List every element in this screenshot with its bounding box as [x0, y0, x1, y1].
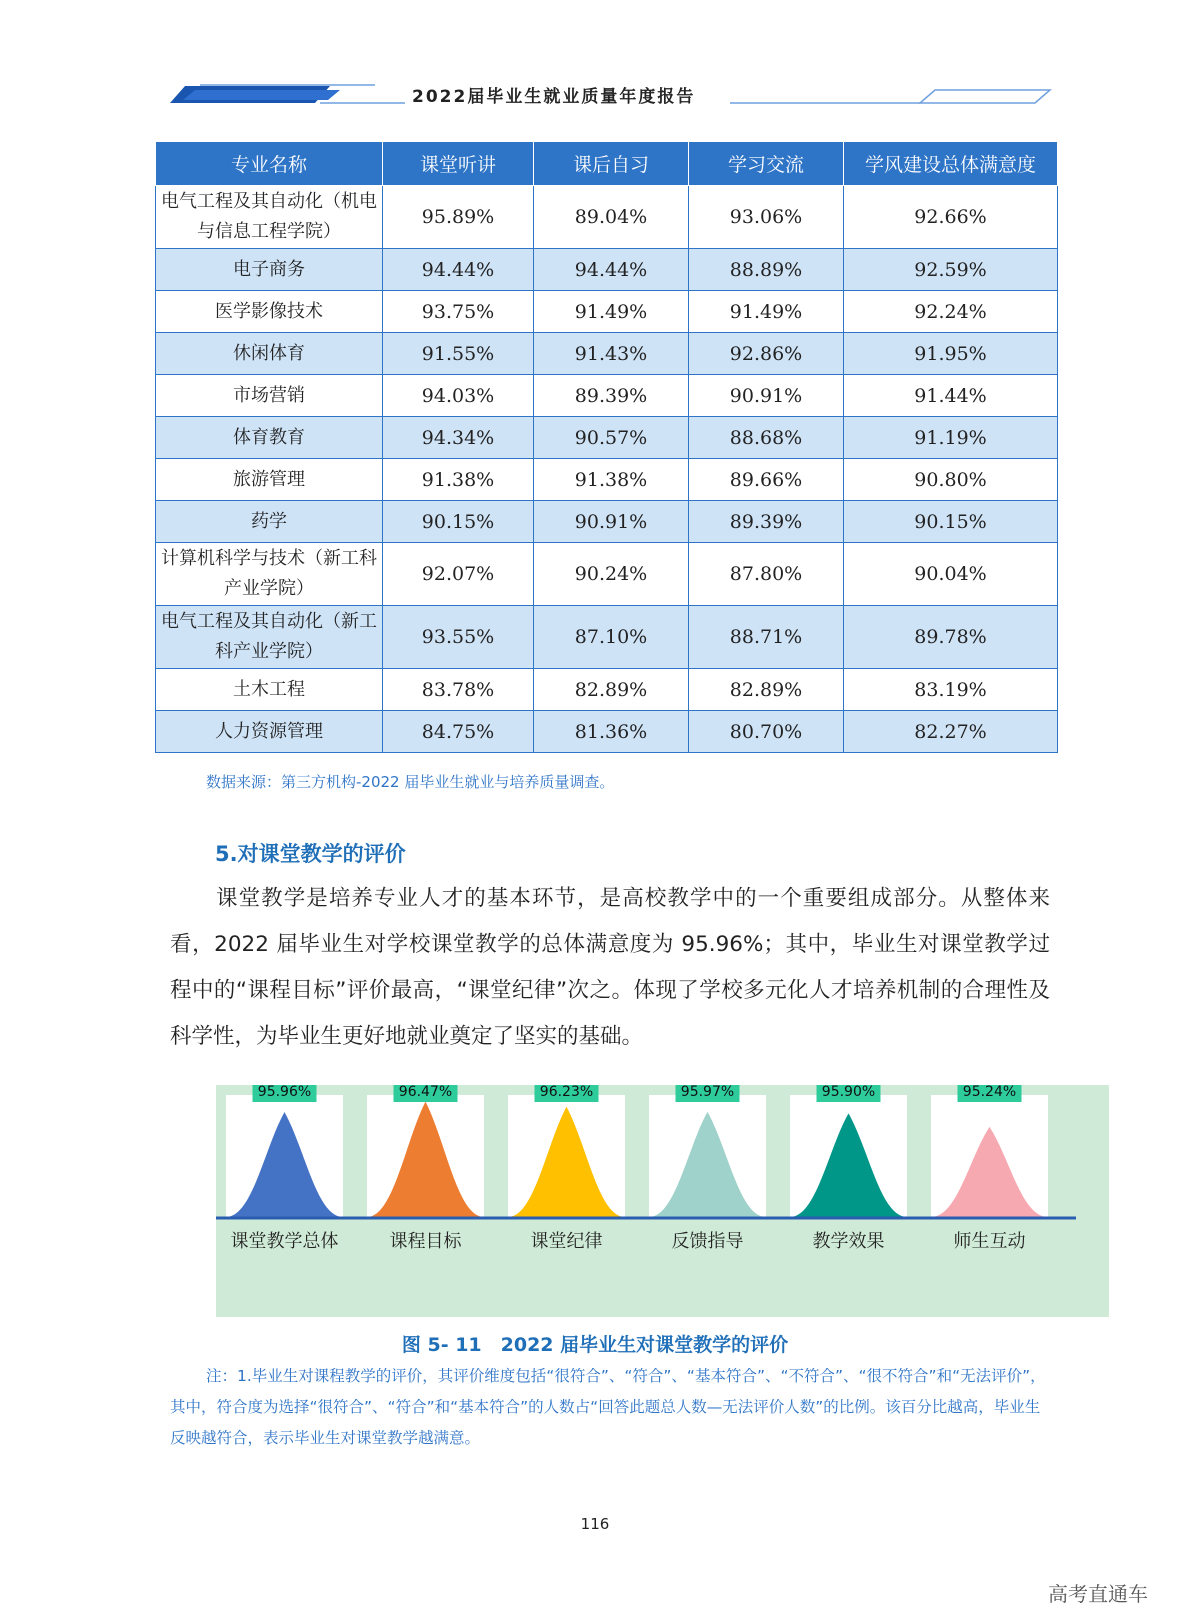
value-cell: 95.89%: [383, 186, 534, 249]
major-name-cell: 旅游管理: [156, 459, 383, 501]
value-cell: 94.34%: [383, 417, 534, 459]
major-name-cell: 药学: [156, 501, 383, 543]
value-cell: 89.66%: [689, 459, 844, 501]
value-cell: 90.15%: [383, 501, 534, 543]
value-cell: 92.59%: [844, 249, 1058, 291]
value-cell: 90.91%: [534, 501, 689, 543]
data-label: 95.90%: [821, 1085, 876, 1100]
category-label: 反馈指导: [671, 1231, 744, 1252]
data-label: 95.24%: [962, 1085, 1017, 1100]
value-cell: 93.06%: [689, 186, 844, 249]
value-cell: 91.38%: [534, 459, 689, 501]
value-cell: 89.78%: [844, 606, 1058, 669]
value-cell: 82.89%: [689, 669, 844, 711]
satisfaction-table: [155, 141, 1058, 753]
table-row: [156, 711, 1058, 753]
major-name-cell: 人力资源管理: [156, 711, 383, 753]
table-row: [156, 333, 1058, 375]
table-source: 数据来源：第三方机构-2022 届毕业生就业与培养质量调查。: [206, 773, 615, 791]
value-cell: 88.71%: [689, 606, 844, 669]
value-cell: 91.44%: [844, 375, 1058, 417]
value-cell: 80.70%: [689, 711, 844, 753]
value-cell: 82.27%: [844, 711, 1058, 753]
major-name-cell: 休闲体育: [156, 333, 383, 375]
value-cell: 89.39%: [689, 501, 844, 543]
column-header: 专业名称: [156, 142, 383, 186]
value-cell: 89.39%: [534, 375, 689, 417]
major-name-cell: 医学影像技术: [156, 291, 383, 333]
category-label: 师生互动: [953, 1231, 1026, 1252]
value-cell: 93.55%: [383, 606, 534, 669]
category-label: 课堂纪律: [530, 1231, 603, 1252]
major-name-cell: 市场营销: [156, 375, 383, 417]
major-name-cell: 计算机科学与技术（新工科产业学院）: [156, 543, 383, 606]
value-cell: 91.95%: [844, 333, 1058, 375]
category-label: 课程目标: [389, 1231, 462, 1252]
value-cell: 91.55%: [383, 333, 534, 375]
major-name-cell: 土木工程: [156, 669, 383, 711]
column-header: 学风建设总体满意度: [844, 142, 1058, 186]
category-label: 课堂教学总体: [230, 1231, 339, 1252]
category-label: 教学效果: [812, 1231, 885, 1252]
data-label: 95.97%: [680, 1085, 735, 1100]
table-row: [156, 543, 1058, 606]
value-cell: 92.66%: [844, 186, 1058, 249]
value-cell: 90.04%: [844, 543, 1058, 606]
data-label: 95.96%: [257, 1085, 312, 1100]
table-row: [156, 375, 1058, 417]
value-cell: 87.10%: [534, 606, 689, 669]
value-cell: 89.04%: [534, 186, 689, 249]
value-cell: 94.44%: [383, 249, 534, 291]
value-cell: 90.15%: [844, 501, 1058, 543]
section-paragraph: 课堂教学是培养专业人才的基本环节，是高校教学中的一个重要组成部分。从整体来看，2022 届毕业生对学校课堂教学的总体满意度为 95.96%；其中，毕业生对课堂教学过程中的“课程目标”评价最高，“课堂纪律”次之。体现了学校多元化人才培养机制的合理性及科学性，为毕业生更好地就业奠定了坚实的基础。: [170, 886, 1050, 1049]
table-row: [156, 291, 1058, 333]
value-cell: 83.19%: [844, 669, 1058, 711]
value-cell: 91.38%: [383, 459, 534, 501]
table-row: [156, 249, 1058, 291]
figure-note: 注：1.毕业生对课程教学的评价，其评价维度包括“很符合”、“符合”、“基本符合”、“不符合”、“很不符合”和“无法评价”，其中，符合度为选择“很符合”、“符合”和“基本符合”的人数占“回答此题总人数—无法评价人数”的比例。该百分比越高，毕业生反映越符合，表示毕业生对课堂教学越满意。: [170, 1367, 1046, 1447]
value-cell: 94.44%: [534, 249, 689, 291]
value-cell: 94.03%: [383, 375, 534, 417]
value-cell: 90.57%: [534, 417, 689, 459]
value-cell: 81.36%: [534, 711, 689, 753]
major-name-cell: 电气工程及其自动化（机电与信息工程学院）: [156, 186, 383, 249]
value-cell: 90.24%: [534, 543, 689, 606]
chart-svg: [216, 1085, 1109, 1317]
table-row: [156, 186, 1058, 249]
data-label: 96.23%: [539, 1085, 594, 1100]
value-cell: 88.89%: [689, 249, 844, 291]
page-header: [0, 0, 1190, 130]
major-name-cell: 电气工程及其自动化（新工科产业学院）: [156, 606, 383, 669]
value-cell: 91.49%: [689, 291, 844, 333]
value-cell: 88.68%: [689, 417, 844, 459]
value-cell: 90.91%: [689, 375, 844, 417]
value-cell: 91.19%: [844, 417, 1058, 459]
value-cell: 82.89%: [534, 669, 689, 711]
watermark: 高考直通车: [1048, 1582, 1148, 1606]
figure-caption: 图 5- 11 2022 届毕业生对课堂教学的评价: [401, 1334, 789, 1356]
column-header: 学习交流: [689, 142, 844, 186]
table-body: [156, 186, 1058, 753]
table-row: [156, 606, 1058, 669]
value-cell: 83.78%: [383, 669, 534, 711]
value-cell: 90.80%: [844, 459, 1058, 501]
table-row: [156, 417, 1058, 459]
data-label: 96.47%: [398, 1085, 453, 1100]
header-title: 2022届毕业生就业质量年度报告: [412, 87, 696, 107]
section-title: 5.对课堂教学的评价: [215, 842, 406, 866]
value-cell: 92.07%: [383, 543, 534, 606]
page-number: 116: [580, 1515, 610, 1533]
table-row: [156, 669, 1058, 711]
table-header-row: [156, 142, 1058, 186]
value-cell: 84.75%: [383, 711, 534, 753]
table-row: [156, 459, 1058, 501]
value-cell: 92.24%: [844, 291, 1058, 333]
value-cell: 87.80%: [689, 543, 844, 606]
value-cell: 93.75%: [383, 291, 534, 333]
header-decoration: [0, 0, 1190, 130]
table-row: [156, 501, 1058, 543]
evaluation-chart: [216, 1085, 1109, 1317]
value-cell: 91.49%: [534, 291, 689, 333]
value-cell: 91.43%: [534, 333, 689, 375]
value-cell: 92.86%: [689, 333, 844, 375]
column-header: 课后自习: [534, 142, 689, 186]
major-name-cell: 电子商务: [156, 249, 383, 291]
column-header: 课堂听讲: [383, 142, 534, 186]
major-name-cell: 体育教育: [156, 417, 383, 459]
